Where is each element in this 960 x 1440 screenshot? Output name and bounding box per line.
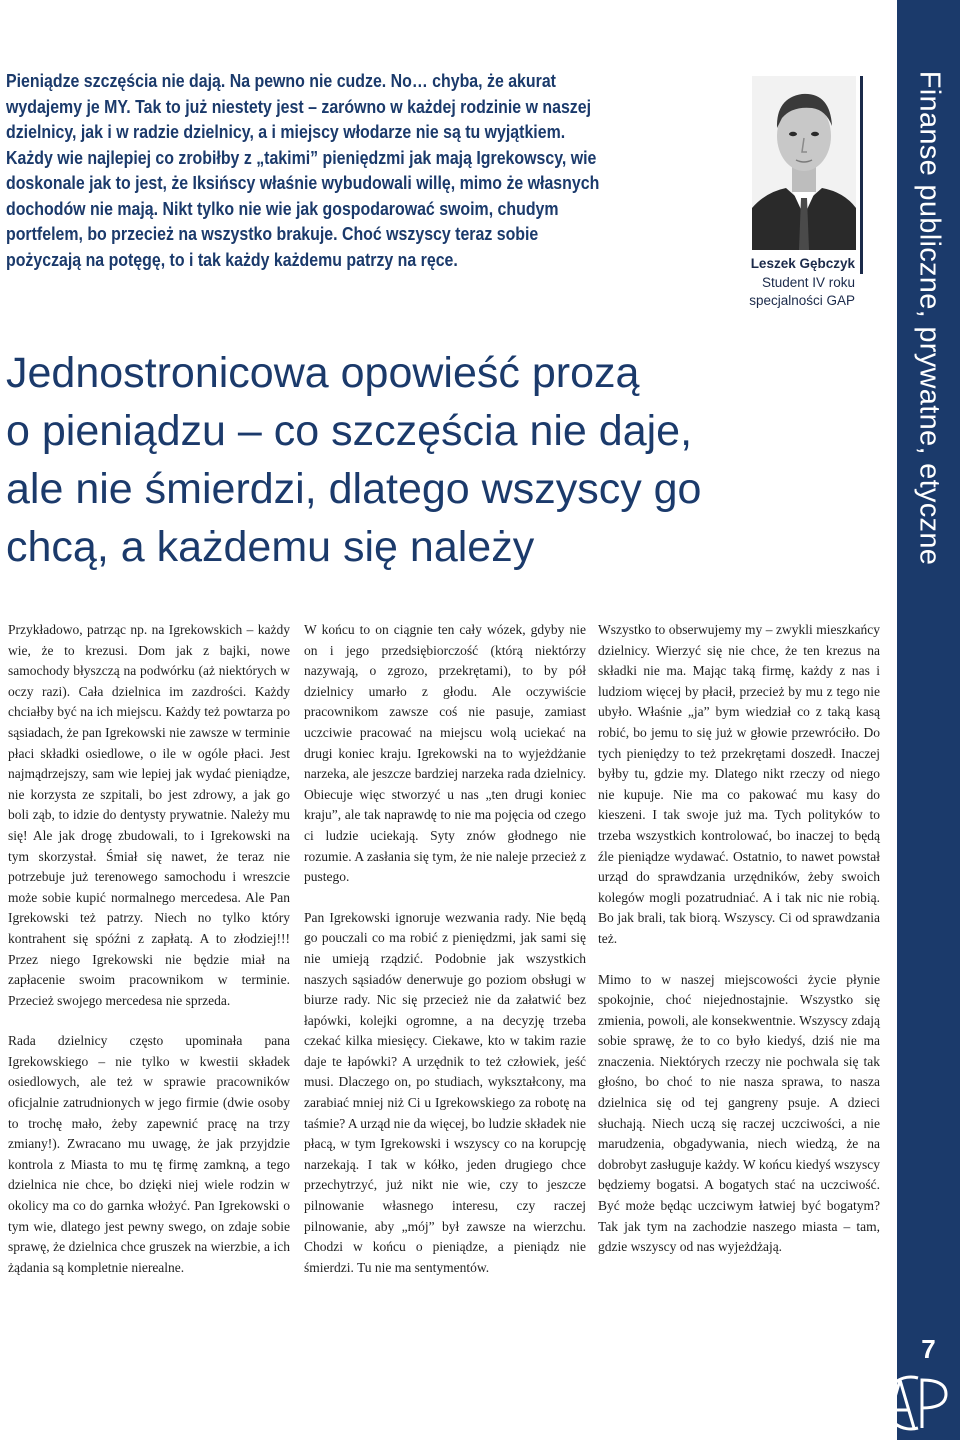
article-column-2	[304, 620, 586, 1298]
body-paragraph: Mimo to w naszej miejscowości życie płynie spokojnie, choć niejednostajnie. Wszystko się zmienia, powoli, ale konsekwentnie. Wszyscy zdają sobie sprawę, że to co było kiedyś, dziś nie ma znaczenia. Niektórych rzeczy nie pochwala się tak głośno, bo choć to nie nasza sprawa, to nasza dzielnica się od tej gangreny psuje. A dzieci słuchają. Niech uczą się raczej uczciwości, a nie marudzenia, obgadywania, niech wiedzą, że na dobrobyt zasługuje każdy. W końcu kiedyś wszyscy będziemy bogatsi. A bogatych stać na uczciwość. Być może będąc uczciwym łatwiej być bogatym? Tak jak tym na zachodzie naszego miasta – tam, gdzie wszyscy od nas wyjeżdżają.	[598, 971, 880, 1255]
article-column-1	[8, 620, 290, 1298]
headline-line: chcą, a każdemu się należy	[6, 523, 535, 571]
gap-logo-icon	[862, 1372, 958, 1434]
headline-line: Jednostronicowa opowieść prozą	[6, 349, 640, 397]
headline-line: o pieniądzu – co szczęścia nie daje,	[6, 407, 693, 455]
section-title: Finanse publiczne, prywatne, etyczne	[913, 70, 946, 566]
author-role-specialty: specjalności GAP	[749, 293, 855, 308]
body-paragraph: Rada dzielnicy często upominała pana Igrekowskiego – nie tylko w kwestii składek osiedlowych, ale też w sprawie pracowników oficjalnie zatrudnionych w jego firmie (dwie osoby to trochę mało, żeby zapewnić pracę na trzy zmiany!). Zwracano mu uwagę, że jak przyjdzie kontrola z Miasta to mu tę firmę zamkną, a tego dzielnica nie chce, bo dzięki niej wiele rodzin w okolicy ma co do garnka włożyć. Pan Igrekowski o tym wie, dlatego jest pewny swego, on zdaje sobie sprawę, że dzielnica chce gruszek na wierzbie, a ich żądania są kompletnie nierealne.	[8, 1033, 290, 1275]
author-divider	[860, 76, 863, 274]
page-number: 7	[921, 1334, 936, 1364]
author-role-year: Student IV roku	[761, 275, 855, 290]
body-paragraph: Wszystko to obserwujemy my – zwykli mieszkańcy dzielnicy. Wierzyć się nie chce, że ten krezus na składki nie ma. Mając taką firmę, każdy z nas i ludziom więcej by płacił, przecież by mu z tego nie ubyło. Właśnie „ja” bym wiedział co z taką kasą robić, bo jemu to się już w głowie przewróciło. Do tych pieniędzy to też przekrętami doszedł. Inaczej byłby tu, gdzie my. Dlatego nikt rzeczy od niego nie kupuje. Nie ma co pakować mu kasy do kieszeni. I tak swoje już ma. Tych polityków to trzeba wszystkich kontrolować, bo inaczej to będą źle pieniądze wydawać. Ostatnio, to nawet powstał urząd do sprawdzania urzędników, żeby swoich kolegów mogli pozatrudniać. A i tak nic nie robią. Bo jak brali, tak biorą. Wszyscy. Ci od sprawdzania też.	[598, 622, 880, 946]
author-name: Leszek Gębczyk	[750, 256, 855, 271]
article-column-3	[598, 620, 880, 1278]
headline-line: ale nie śmierdzi, dlatego wszyscy go	[6, 465, 702, 513]
portrait-image	[752, 76, 856, 250]
body-paragraph: Pan Igrekowski ignoruje wezwania rady. Nie będą go pouczali co ma robić z pieniędzmi, jak sami się nie umieją rządzić. Podobnie jak wszystkich naszych sąsiadów denerwuje go poziom obsługi w biurze rady. Nic się przecież nie da załatwić bez łapówki, kolejki ogromne, a na decyzję trzeba czekać kilka miesięcy. Ciekawe, kto w takim razie daje te łapówki? A urzędnik to też człowiek, jeść musi. Dlaczego on, po studiach, wykształcony, ma zarabiać mniej niż Ci u Igrekowskiego za robotę na taśmie? A urząd nie da więcej, bo ludzie składek nie płacą, w tym Igrekowski i wszyscy co na korupcję narzekają. I tak w kółko, jeden drugiego chce przechytrzyć, już nikt nie wie, czy to jeszcze pilnowanie własnego interesu, czy raczej pilnowanie, aby „mój” był zawsze na wierzchu. Chodzi w końcu o pieniądze, a pieniądz nie śmierdzi. Tu nie ma sentymentów.	[304, 909, 586, 1275]
lead-paragraph: Pieniądze szczęścia nie dają. Na pewno nie cudze. No… chyba, że akurat wydajemy je MY. Tak to już niestety jest – zarówno w każdej rodzinie w naszej dzielnicy, jak i w radzie dzielnicy, a i miejscy włodarze nie są tu wyjątkiem. Każdy wie najlepiej co zrobiłby z „takimi” pieniędzmi jak mają Igrekowscy, wie doskonale jak to jest, że Iksińscy właśnie wybudowali willę, mimo że własnych dochodów nie mają. Nikt tylko nie wie jak gospodarować swoim, chudym portfelem, bo przecież na wszystko brakuje. Choć wszyscy teraz sobie pożyczają na potęgę, to i tak każdy każdemu patrzy na ręce.	[6, 70, 600, 270]
author-photo	[752, 76, 856, 250]
article-headline	[6, 344, 886, 576]
body-paragraph: Przykładowo, patrząc np. na Igrekowskich – każdy wie, że to krezusi. Dom jak z bajki, nowe samochody błyszczą na podwórku (aż niektórych w oczy razi). Cała dzielnica im zazdrości. Każdy chciałby być na ich miejscu. Każdy też powtarza po sąsiadach, że pan Igrekowski nie zawsze w terminie płaci składki osiedlowe, o ile w ogóle płaci. Jest najmądrzejszy, sam wie lepiej jak wydać pieniądze, nie korzysta ze szpitali, bo jest zdrowy, a jak go boli ząb, to idzie do dentysty prywatnie. Należy mu się! Ale jak drogę zbudowali, to i Igrekowski na tym skorzystał. Śmiał się nawet, że teraz nie potrzebuje już terenowego samochodu i wreszcie może sobie kupić normalnego mercedesa. Ale Pan Igrekowski też patrzy. Niech no tylko który kontrahent się spóźni z zapłatą. A to złodziej!!! Przez niego Igrekowski nie będzie miał na zapłacenie swoim pracownikom w terminie. Przecież swojego mercedesa nie sprzeda.	[8, 622, 290, 1008]
body-paragraph: W końcu to on ciągnie ten cały wózek, gdyby nie on i jego przedsiębiorczość (którą niektórzy nazywają, o zgrozo, przekrętami), to by pół dzielnicy umarło z głodu. Ale oczywiście pracownikom zawsze coś nie pasuje, zamiast uczciwie pracować na miejscu wolą uciekać na drugi koniec kraju. Igrekowski na to wyjeżdżanie narzeka, ale jeszcze bardziej narzeka rada dzielnicy. Obiecuje więc stworzyć u nas „ten drugi koniec kraju”, ale tak naprawdę to nie ma pojęcia od czego ci ludzie uciekają. Syty znów głodnego nie rozumie. A zasłania się tym, że nie naleje przecież z pustego.	[304, 622, 586, 885]
